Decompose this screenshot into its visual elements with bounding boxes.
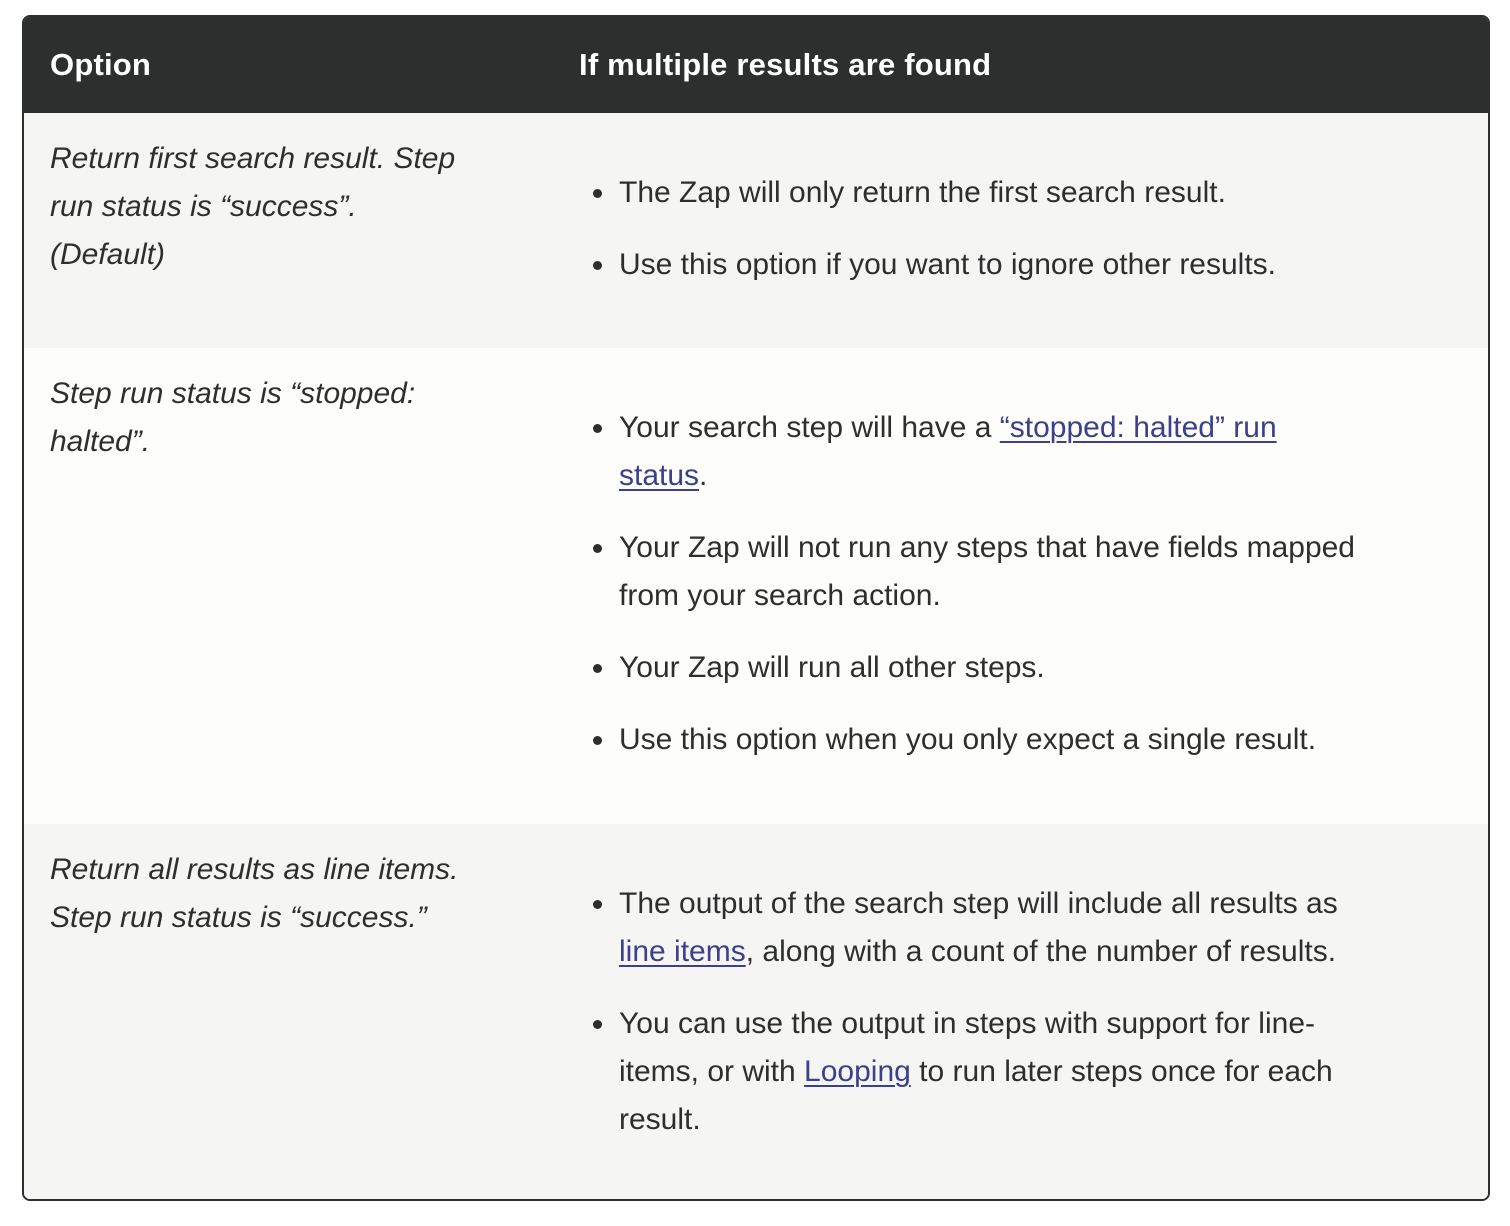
list-item-text: from your search action. [619, 579, 941, 612]
list-item-text: , along with a count of the number of results. [745, 935, 1337, 968]
results-list [584, 169, 1464, 313]
list-item [584, 524, 1464, 620]
list-item-text: The Zap will only return the first search result. [619, 176, 1226, 209]
table-row [24, 348, 1490, 824]
list-item-text: Your search step will have a [619, 411, 1000, 444]
results-list [584, 404, 1464, 788]
table-row [24, 824, 1490, 1201]
results-list [584, 880, 1464, 1168]
line-items-link[interactable]: line items [619, 935, 746, 968]
header-option: Option [50, 47, 152, 82]
option-cell [50, 135, 530, 279]
list-item [584, 716, 1464, 764]
option-text: Return all results as line items. [50, 853, 459, 886]
list-item-text: You can use the output in steps with support for line- [619, 1007, 1315, 1040]
option-text: run status is “success”. [50, 190, 357, 223]
option-text: Step run status is “stopped: [50, 377, 416, 410]
option-text: Step run status is “success.” [50, 901, 427, 934]
stopped-halted-link-continued[interactable]: status [619, 459, 700, 492]
list-item-text: to run later steps once for each [910, 1055, 1333, 1088]
list-item-text: Your Zap will run all other steps. [619, 651, 1045, 684]
looping-link[interactable]: Looping [804, 1055, 911, 1088]
list-item [584, 644, 1464, 692]
list-item-text: result. [619, 1103, 701, 1136]
list-item [584, 169, 1464, 217]
header-results: If multiple results are found [579, 47, 992, 82]
option-cell [50, 846, 530, 942]
list-item [584, 241, 1464, 289]
list-item-text: Use this option when you only expect a single result. [619, 723, 1317, 756]
list-item-text: items, or with [619, 1055, 805, 1088]
list-item-text: Your Zap will not run any steps that have fields mapped [619, 531, 1355, 564]
stopped-halted-link[interactable]: “stopped: halted” run [999, 411, 1277, 444]
option-text: Return first search result. Step [50, 142, 456, 175]
list-item-text: The output of the search step will include all results as [619, 887, 1338, 920]
list-item [584, 1000, 1464, 1144]
option-cell [50, 370, 530, 466]
list-item [584, 880, 1464, 976]
list-item [584, 404, 1464, 500]
option-text: (Default) [50, 238, 166, 271]
table-row [24, 113, 1490, 348]
table-header-row [24, 17, 1488, 113]
list-item-text: Use this option if you want to ignore other results. [619, 248, 1277, 281]
list-item-text: . [699, 459, 708, 492]
options-table [22, 15, 1490, 1201]
option-text: halted”. [50, 425, 151, 458]
